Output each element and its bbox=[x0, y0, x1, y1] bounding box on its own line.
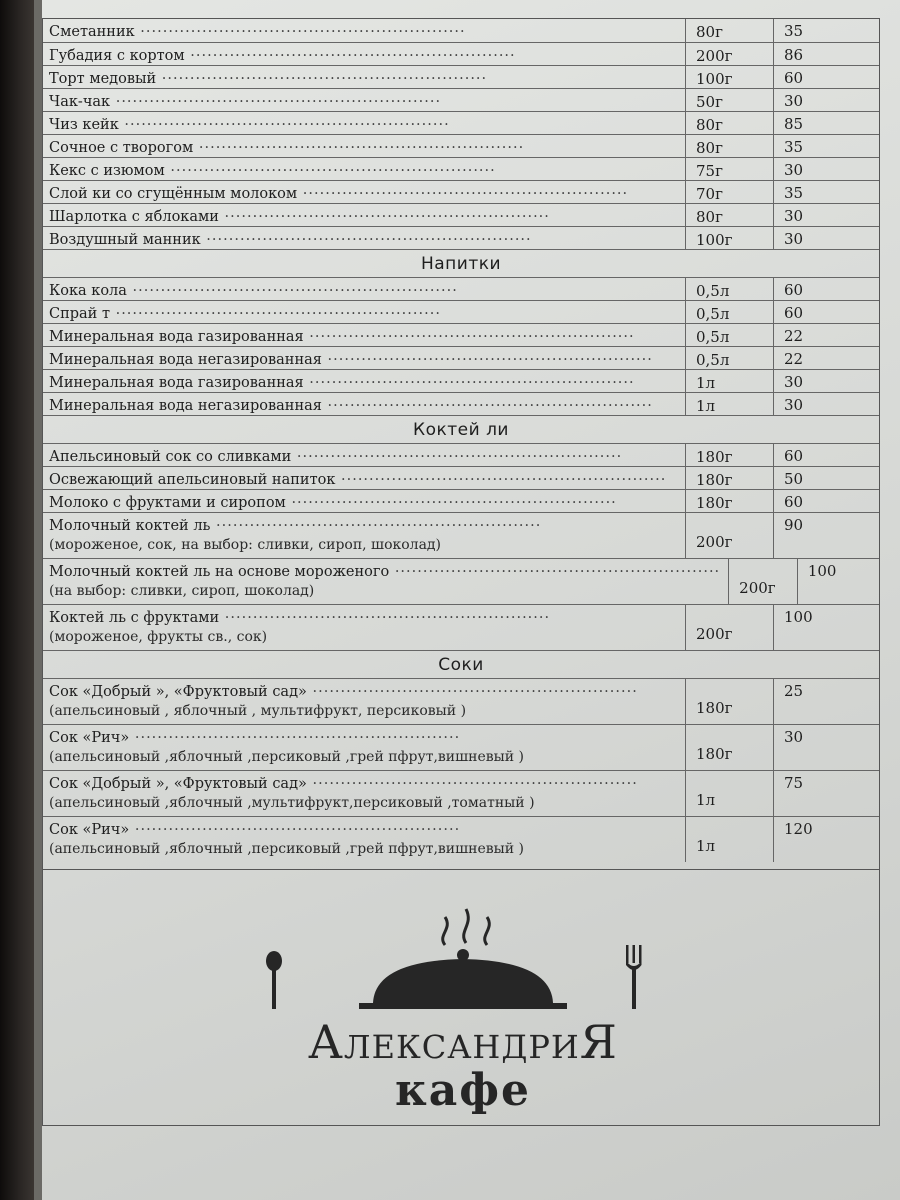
menu-item-weight: 75г bbox=[686, 158, 774, 180]
menu-item-price: 35 bbox=[784, 184, 804, 202]
menu-item-name bbox=[43, 679, 686, 724]
menu-item-weight: 1л bbox=[686, 370, 774, 392]
menu-item-price: 30 bbox=[784, 230, 804, 248]
menu-item-description: (апельсиновый , яблочный , мультифрукт, персиковый ) bbox=[49, 703, 467, 719]
cafe-logo-area bbox=[43, 869, 879, 1125]
menu-item-name bbox=[43, 301, 686, 323]
menu-item-weight: 80г bbox=[686, 204, 774, 226]
menu-item-weight: 70г bbox=[686, 181, 774, 203]
menu-item-name bbox=[43, 158, 686, 180]
menu-row bbox=[43, 558, 879, 604]
menu-item-name bbox=[43, 135, 686, 157]
menu-row bbox=[43, 346, 879, 369]
dot-leader: ·························································· bbox=[156, 71, 488, 87]
menu-item-price: 22 bbox=[784, 350, 804, 368]
dot-leader: ·························································· bbox=[134, 24, 466, 40]
menu-row bbox=[43, 277, 879, 300]
menu-item-price: 85 bbox=[784, 115, 804, 133]
menu-item-title: Кекс с изюмом bbox=[49, 163, 165, 179]
menu-item-weight: 180г bbox=[686, 467, 774, 489]
menu-row bbox=[43, 512, 879, 558]
menu-item-price: 90 bbox=[784, 516, 804, 534]
steam-icon bbox=[431, 905, 501, 947]
menu-item-name bbox=[43, 204, 686, 226]
menu-item-weight: 180г bbox=[686, 725, 774, 770]
cafe-name: АлександриЯ bbox=[308, 1015, 618, 1069]
menu-item-price: 35 bbox=[784, 138, 804, 156]
menu-item-name bbox=[43, 817, 686, 862]
dot-leader: ·························································· bbox=[321, 352, 653, 368]
menu-item-name bbox=[43, 278, 686, 300]
menu-item-description: (мороженое, фрукты св., сок) bbox=[49, 629, 268, 645]
menu-item-weight: 0,5л bbox=[686, 347, 774, 369]
menu-item-weight: 200г bbox=[686, 513, 774, 558]
menu-item-price: 60 bbox=[784, 447, 804, 465]
menu-item-name bbox=[43, 467, 686, 489]
menu-row bbox=[43, 604, 879, 650]
menu-item-title: Шарлотка с яблоками bbox=[49, 209, 219, 225]
menu-item-weight: 200г bbox=[686, 605, 774, 650]
menu-item-price: 30 bbox=[784, 396, 804, 414]
menu-item-title: Кока кола bbox=[49, 283, 127, 299]
menu-item-price: 60 bbox=[784, 493, 804, 511]
menu-item-title: Чак-чак bbox=[49, 94, 111, 110]
menu-item-title: Слой ки со сгущённым молоком bbox=[49, 186, 298, 202]
dot-leader: ·························································· bbox=[218, 209, 550, 225]
dot-leader: ·························································· bbox=[164, 163, 496, 179]
menu-item-name bbox=[43, 490, 686, 512]
section-heading: Коктей ли bbox=[43, 415, 879, 443]
menu-item-price: 120 bbox=[784, 820, 813, 838]
menu-item-price: 60 bbox=[784, 281, 804, 299]
menu-item-name bbox=[43, 43, 686, 65]
menu-item-title: Апельсиновый сок со сливками bbox=[49, 449, 292, 465]
menu-item-name bbox=[43, 370, 686, 392]
menu-item-title: Сочное с творогом bbox=[49, 140, 194, 156]
menu-row bbox=[43, 443, 879, 466]
dot-leader: ·························································· bbox=[126, 283, 458, 299]
menu-row bbox=[43, 157, 879, 180]
menu-row bbox=[43, 111, 879, 134]
menu-item-name bbox=[43, 324, 686, 346]
menu-item-title: Чиз кейк bbox=[49, 117, 119, 133]
dot-leader: ·························································· bbox=[210, 518, 542, 534]
menu-item-title: Минеральная вода негазированная bbox=[49, 398, 322, 414]
menu-item-title: Молочный коктей ль bbox=[49, 518, 211, 534]
spoon-icon bbox=[263, 950, 285, 1010]
cafe-logo bbox=[213, 905, 713, 1116]
menu-item-name bbox=[43, 444, 686, 466]
menu-item-price: 35 bbox=[784, 22, 804, 40]
menu-item-title: Минеральная вода негазированная bbox=[49, 352, 322, 368]
menu-item-description: (на выбор: сливки, сироп, шоколад) bbox=[49, 583, 315, 599]
dot-leader: ·························································· bbox=[219, 610, 551, 626]
section-heading: Напитки bbox=[43, 249, 879, 277]
dot-leader: ·························································· bbox=[110, 94, 442, 110]
menu-row bbox=[43, 65, 879, 88]
menu-item-weight: 0,5л bbox=[686, 301, 774, 323]
fork-icon bbox=[623, 945, 645, 1010]
menu-item-title: Воздушный манник bbox=[49, 232, 201, 248]
dot-leader: ·························································· bbox=[200, 232, 532, 248]
menu-item-price: 60 bbox=[784, 69, 804, 87]
menu-item-weight: 100г bbox=[686, 66, 774, 88]
menu-item-description: (мороженое, сок, на выбор: сливки, сироп, шоколад) bbox=[49, 537, 442, 553]
menu-item-weight: 1л bbox=[686, 393, 774, 415]
dot-leader: ·························································· bbox=[303, 329, 635, 345]
menu-item-name bbox=[43, 725, 686, 770]
menu-item-title: Молоко с фруктами и сиропом bbox=[49, 495, 286, 511]
menu-item-name bbox=[43, 227, 686, 249]
menu-row bbox=[43, 180, 879, 203]
menu-item-description: (апельсиновый ,яблочный ,персиковый ,грей пфрут,вишневый ) bbox=[49, 841, 525, 857]
menu-item-title: Молочный коктей ль на основе мороженого bbox=[49, 564, 390, 580]
menu-item-weight: 180г bbox=[686, 679, 774, 724]
menu-item-weight: 50г bbox=[686, 89, 774, 111]
menu-row bbox=[43, 226, 879, 249]
menu-row bbox=[43, 323, 879, 346]
menu-item-weight: 80г bbox=[686, 19, 774, 42]
menu-frame bbox=[42, 18, 880, 1126]
dot-leader: ·························································· bbox=[184, 48, 516, 64]
menu-row bbox=[43, 369, 879, 392]
menu-item-title: Минеральная вода газированная bbox=[49, 329, 304, 345]
menu-row bbox=[43, 42, 879, 65]
dot-leader: ·························································· bbox=[129, 730, 461, 746]
menu-row bbox=[43, 466, 879, 489]
menu-item-name bbox=[43, 605, 686, 650]
menu-item-title: Сок «Рич» bbox=[49, 730, 130, 746]
menu-item-weight: 180г bbox=[686, 490, 774, 512]
menu-item-title: Сок «Добрый », «Фруктовый сад» bbox=[49, 684, 307, 700]
menu-item-title: Коктей ль с фруктами bbox=[49, 610, 220, 626]
menu-item-weight: 0,5л bbox=[686, 278, 774, 300]
menu-item-price: 22 bbox=[784, 327, 804, 345]
menu-item-title: Торт медовый bbox=[49, 71, 157, 87]
menu-item-price: 25 bbox=[784, 682, 804, 700]
menu-item-title: Сметанник bbox=[49, 24, 135, 40]
menu-item-title: Сок «Рич» bbox=[49, 822, 130, 838]
menu-item-description: (апельсиновый ,яблочный ,мультифрукт,персиковый ,томатный ) bbox=[49, 795, 535, 811]
menu-row bbox=[43, 19, 879, 42]
menu-row bbox=[43, 88, 879, 111]
dot-leader: ·························································· bbox=[335, 472, 667, 488]
menu-item-name bbox=[43, 559, 729, 604]
menu-item-weight: 200г bbox=[686, 43, 774, 65]
menu-item-price: 86 bbox=[784, 46, 804, 64]
menu-row bbox=[43, 724, 879, 770]
binder-strip bbox=[34, 0, 42, 1200]
menu-row bbox=[43, 392, 879, 415]
menu-item-title: Минеральная вода газированная bbox=[49, 375, 304, 391]
menu-item-weight: 0,5л bbox=[686, 324, 774, 346]
menu-row bbox=[43, 489, 879, 512]
dot-leader: ·························································· bbox=[389, 564, 721, 580]
menu-item-price: 75 bbox=[784, 774, 804, 792]
menu-item-name bbox=[43, 112, 686, 134]
menu-item-price: 30 bbox=[784, 207, 804, 225]
menu-item-weight: 1л bbox=[686, 771, 774, 816]
menu-item-name bbox=[43, 19, 686, 42]
menu-item-description: (апельсиновый ,яблочный ,персиковый ,грей пфрут,вишневый ) bbox=[49, 749, 525, 765]
menu-row bbox=[43, 203, 879, 226]
menu-item-weight: 200г bbox=[729, 559, 798, 604]
dot-leader: ·························································· bbox=[118, 117, 450, 133]
menu-item-price: 100 bbox=[807, 562, 837, 580]
menu-item-weight: 80г bbox=[686, 112, 774, 134]
cloche-icon bbox=[303, 945, 623, 1015]
menu-item-price: 30 bbox=[784, 728, 804, 746]
menu-item-name bbox=[43, 513, 686, 558]
dot-leader: ·························································· bbox=[321, 398, 653, 414]
menu-table bbox=[43, 19, 879, 862]
menu-item-price: 50 bbox=[784, 470, 804, 488]
menu-item-name bbox=[43, 89, 686, 111]
dot-leader: ·························································· bbox=[129, 822, 461, 838]
menu-item-name bbox=[43, 771, 686, 816]
menu-row bbox=[43, 816, 879, 862]
menu-row bbox=[43, 678, 879, 724]
menu-item-price: 100 bbox=[784, 608, 813, 626]
cafe-subtitle: кафе bbox=[395, 1065, 531, 1116]
dot-leader: ·························································· bbox=[193, 140, 525, 156]
dot-leader: ·························································· bbox=[297, 186, 629, 202]
dot-leader: ·························································· bbox=[306, 776, 638, 792]
menu-item-weight: 180г bbox=[686, 444, 774, 466]
menu-row bbox=[43, 300, 879, 323]
menu-row bbox=[43, 770, 879, 816]
menu-item-price: 30 bbox=[784, 92, 804, 110]
dot-leader: ·························································· bbox=[306, 684, 638, 700]
menu-binder bbox=[0, 0, 34, 1200]
menu-item-title: Спрай т bbox=[49, 306, 110, 322]
menu-item-name bbox=[43, 66, 686, 88]
menu-item-title: Губадия с кортом bbox=[49, 48, 185, 64]
menu-row bbox=[43, 134, 879, 157]
menu-item-title: Освежающий апельсиновый напиток bbox=[49, 472, 336, 488]
menu-item-name bbox=[43, 393, 686, 415]
menu-item-weight: 80г bbox=[686, 135, 774, 157]
menu-item-weight: 1л bbox=[686, 817, 774, 862]
menu-item-price: 30 bbox=[784, 373, 804, 391]
menu-item-name bbox=[43, 181, 686, 203]
menu-item-title: Сок «Добрый », «Фруктовый сад» bbox=[49, 776, 307, 792]
menu-item-weight: 100г bbox=[686, 227, 774, 249]
dot-leader: ·························································· bbox=[291, 449, 623, 465]
dot-leader: ·························································· bbox=[303, 375, 635, 391]
menu-item-price: 60 bbox=[784, 304, 804, 322]
dot-leader: ·························································· bbox=[109, 306, 441, 322]
menu-item-price: 30 bbox=[784, 161, 804, 179]
section-heading: Соки bbox=[43, 650, 879, 678]
menu-item-name bbox=[43, 347, 686, 369]
dot-leader: ·························································· bbox=[285, 495, 617, 511]
